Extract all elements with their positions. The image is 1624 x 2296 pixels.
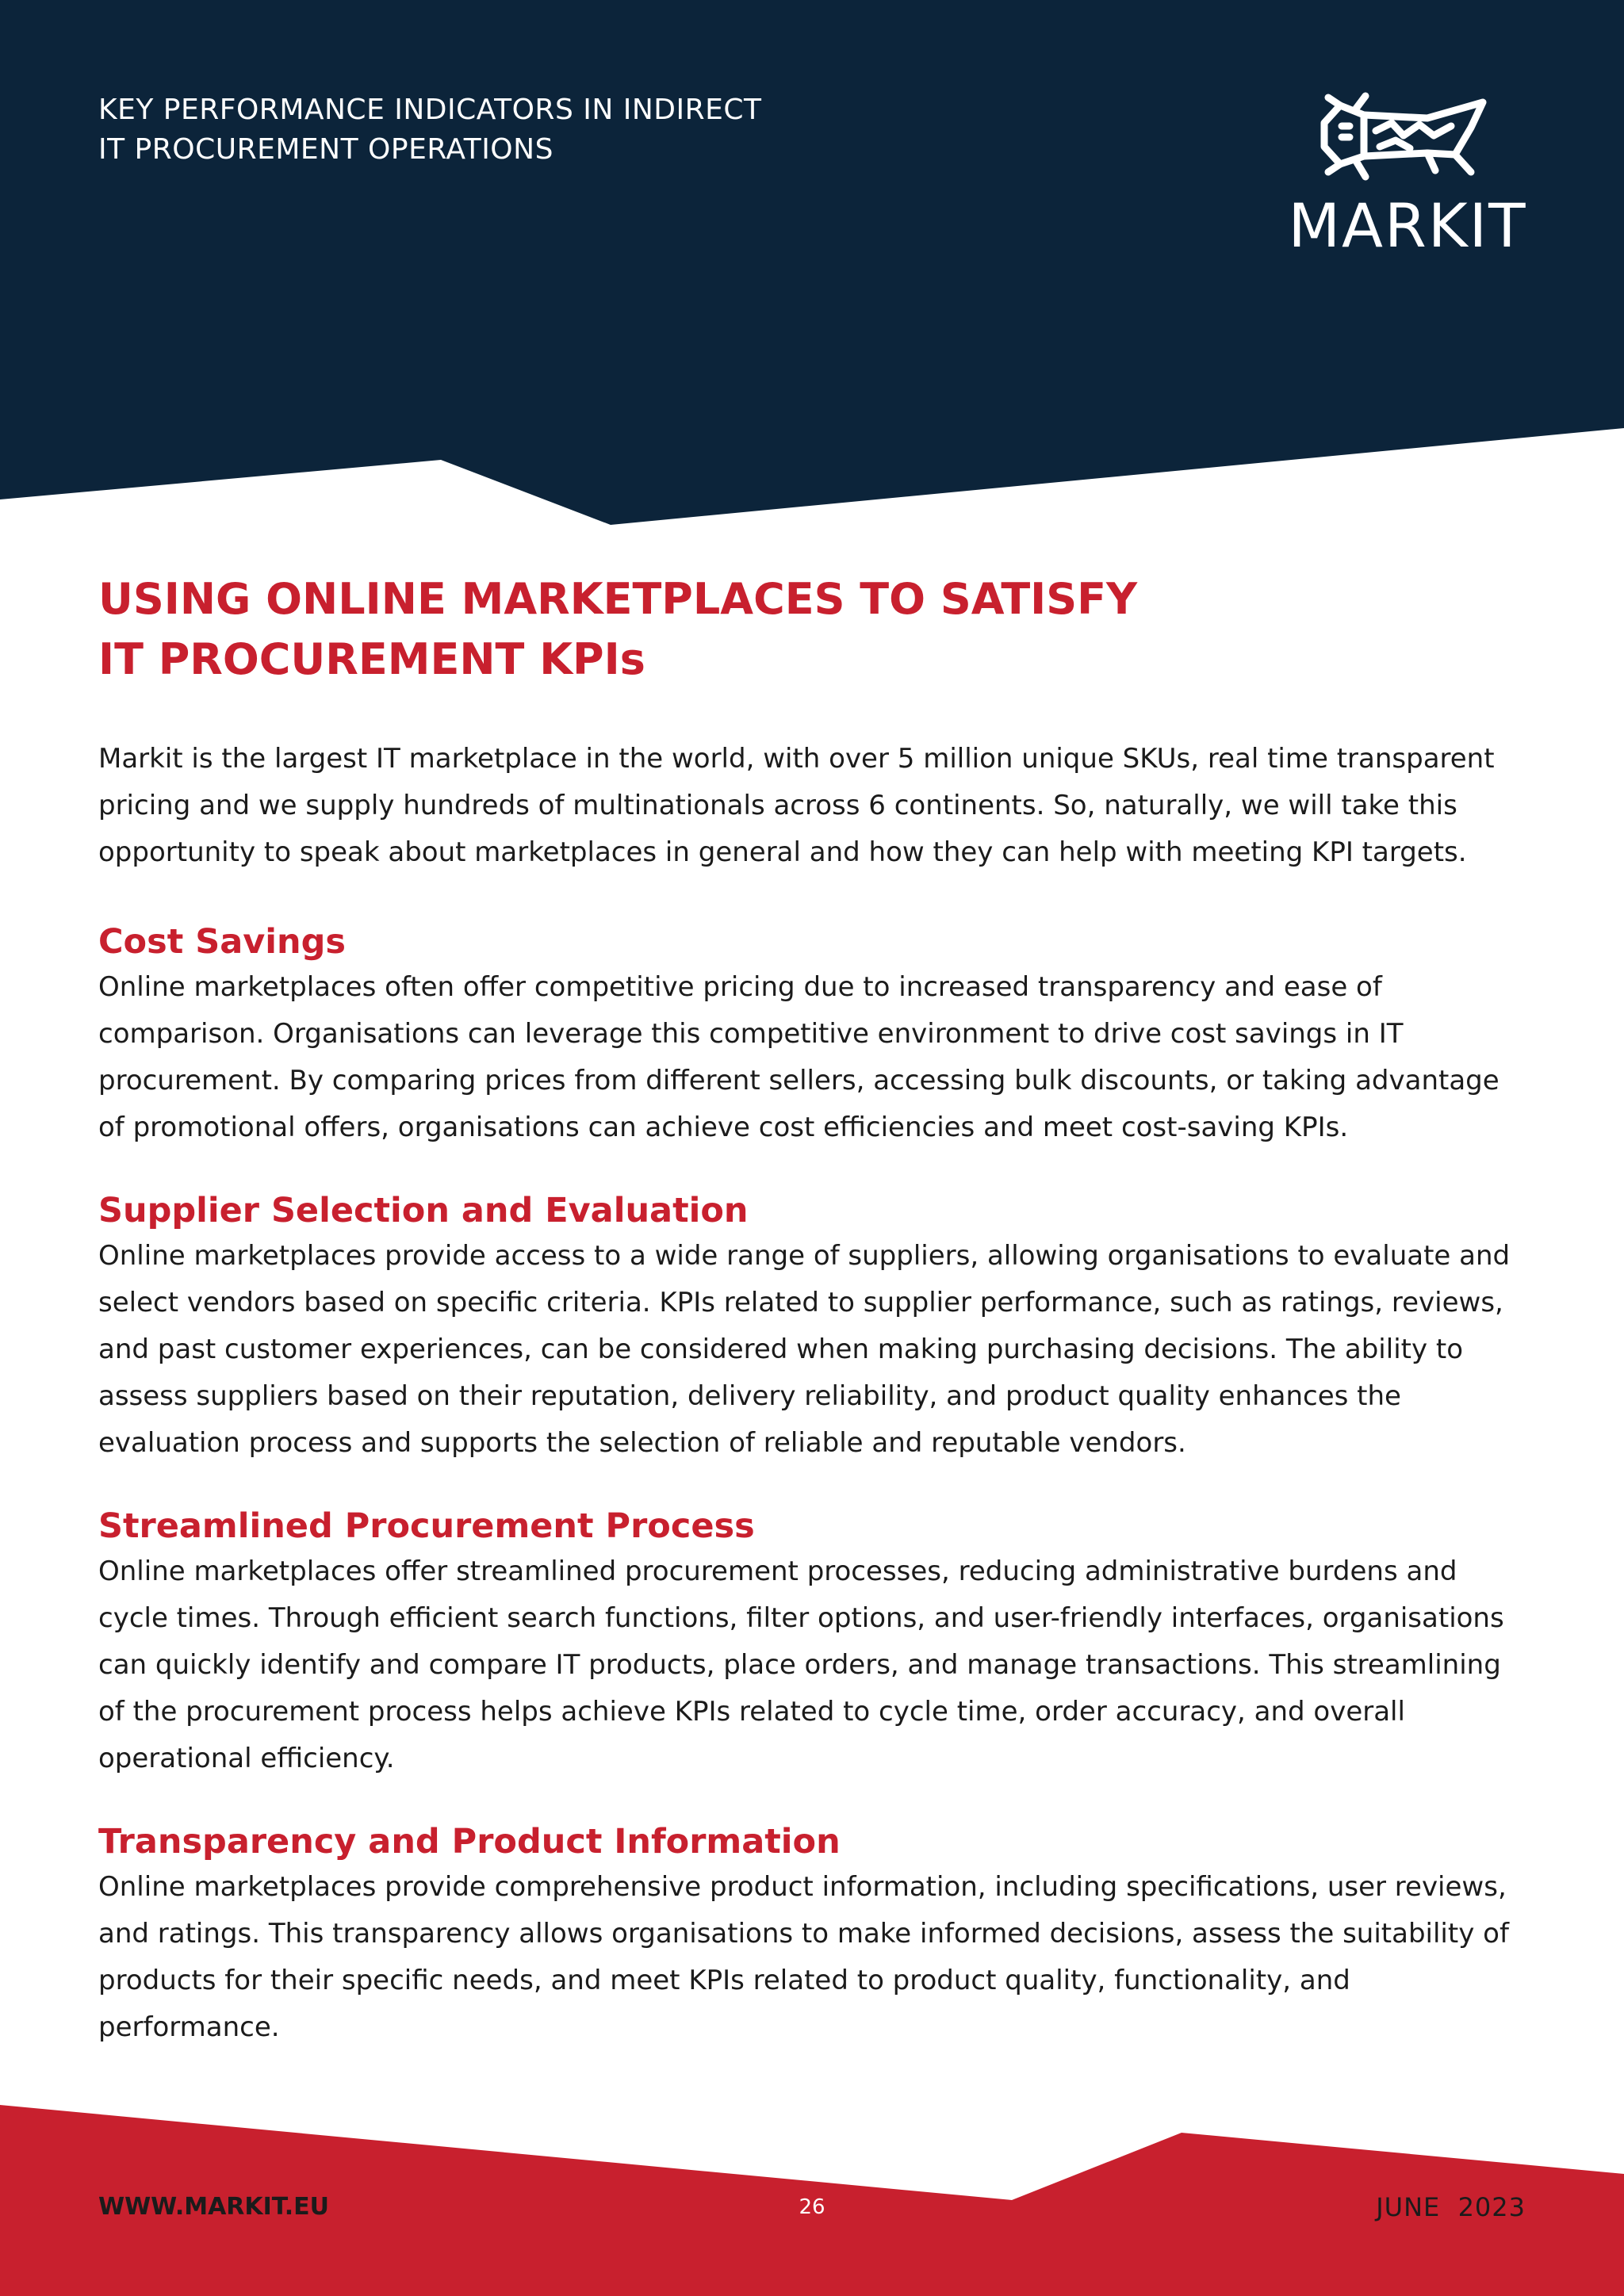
section-heading: Transparency and Product Information [98, 1822, 841, 1862]
section-heading: Cost Savings [98, 922, 346, 962]
section-body: Online marketplaces often offer competitive pricing due to increased transparency and ease of comparison. Organisations can leverage this competitive environment to drive cost savings in IT procurement. By comparing prices from different sellers, accessing bulk discounts, or taking advantage of promotional offers, organisations can achieve cost efficiencies and meet cost-saving KPIs. [98, 971, 1500, 1143]
logo-wordmark: MARKIT [1288, 190, 1527, 261]
page-title-line-1: USING ONLINE MARKETPLACES TO SATISFY [98, 574, 1138, 624]
page-title [98, 569, 1288, 690]
page-title-line-2: IT PROCUREMENT KPIs [98, 634, 645, 684]
document-series-title [98, 90, 971, 170]
markit-logo [1285, 91, 1530, 262]
section-body: Online marketplaces provide comprehensive product information, including specifications, user reviews, and ratings. This transparency allows organisations to make informed decisions, assess the suitability of products for their specific needs, and meet KPIs related to product quality, functionality, and performance. [98, 1871, 1509, 2043]
section-heading: Supplier Selection and Evaluation [98, 1191, 749, 1230]
article-body [98, 736, 1526, 2088]
page-number: 26 [799, 2195, 825, 2219]
series-title-line-2: IT PROCUREMENT OPERATIONS [98, 133, 553, 166]
section-body: Online marketplaces offer streamlined procurement processes, reducing administrative burdens and cycle times. Through efficient search functions, filter options, and user-friendly interfaces, organisations can quickly identify and compare IT products, place orders, and manage transactions. This streamlining of the procurement process helps achieve KPIs related to cycle time, order accuracy, and overall operational efficiency. [98, 1556, 1504, 1774]
section-cost-savings [98, 920, 1526, 1151]
section-heading: Streamlined Procurement Process [98, 1506, 755, 1546]
footer-date: JUNE 2023 [1376, 2192, 1526, 2222]
section-transparency [98, 1820, 1526, 2051]
footer-website-link[interactable]: WWW.MARKIT.EU [98, 2193, 329, 2221]
section-body: Online marketplaces provide access to a wide range of suppliers, allowing organisations to evaluate and select vendors based on specific criteria. KPIs related to supplier performance, such as ratings, reviews, and past customer experiences, can be considered when making purchasing decisions. The ability to assess suppliers based on their reputation, delivery reliability, and product quality enhances the evaluation process and supports the selection of reliable and reputable vendors. [98, 1240, 1511, 1459]
section-streamlined-procurement [98, 1504, 1526, 1782]
header-band [0, 0, 1624, 525]
series-title-line-1: KEY PERFORMANCE INDICATORS IN INDIRECT [98, 94, 762, 126]
intro-paragraph: Markit is the largest IT marketplace in the world, with over 5 million unique SKUs, real time transparent pricing and we supply hundreds of multinationals across 6 continents. So, naturally, we will take this opportunity to speak about marketplaces in general and how they can help with meeting KPI targets. [98, 743, 1495, 868]
section-supplier-selection [98, 1188, 1526, 1467]
lizard-icon [1308, 91, 1507, 186]
